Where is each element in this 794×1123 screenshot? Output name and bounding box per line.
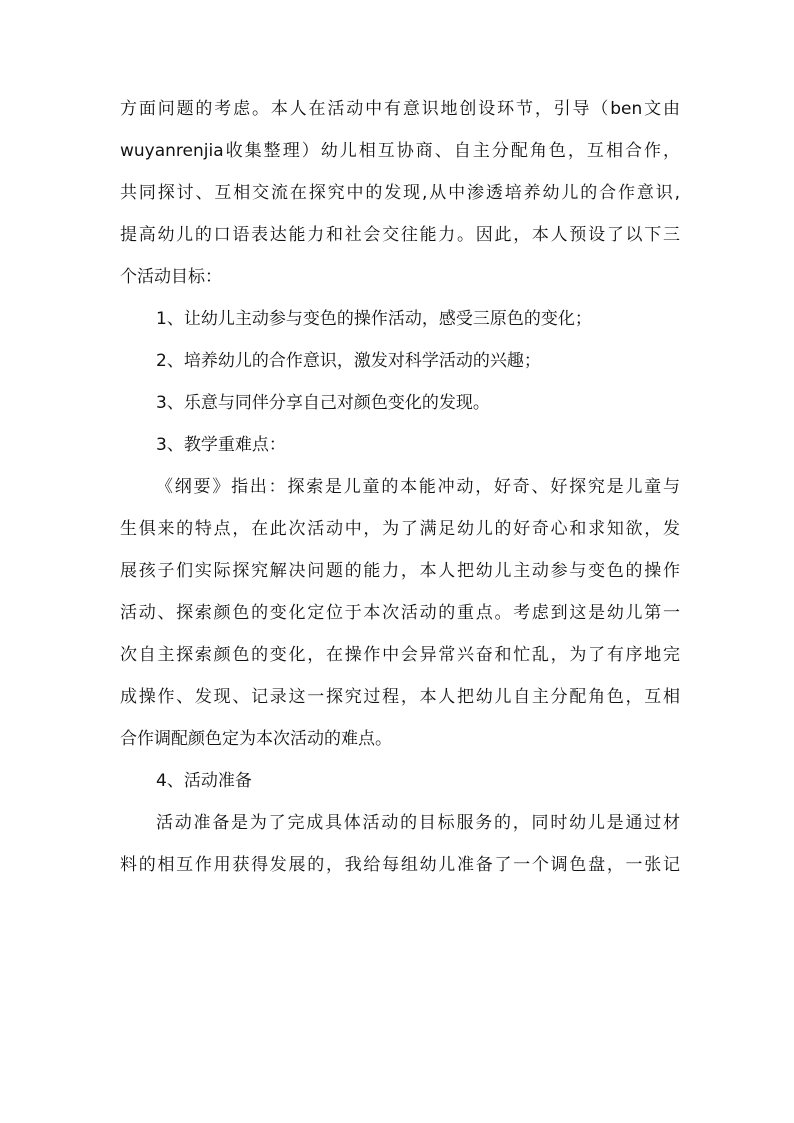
paragraph-line: 个活动目标： <box>120 267 222 287</box>
section-heading: 3、教学重难点： <box>156 435 286 455</box>
goal-item: 1、让幼儿主动参与变色的操作活动，感受三原色的变化； <box>156 309 592 329</box>
paragraph-line: 合作调配颜色定为本次活动的难点。 <box>120 729 392 749</box>
paragraph-line: 活动、探索颜色的变化定位于本次活动的重点。考虑到这是幼儿第一 <box>120 603 680 623</box>
paragraph-line: 提高幼儿的口语表达能力和社会交往能力。因此，本人预设了以下三 <box>120 225 680 245</box>
paragraph-line: 活动准备是为了完成具体活动的目标服务的，同时幼儿是通过材 <box>156 813 680 833</box>
paragraph-line: 方面问题的考虑。本人在活动中有意识地创设环节，引导（ben文由 <box>120 99 680 119</box>
paragraph-line: 《纲要》指出：探索是儿童的本能冲动，好奇、好探究是儿童与 <box>156 477 680 497</box>
goal-item: 3、乐意与同伴分享自己对颜色变化的发现。 <box>156 393 490 413</box>
document-body <box>120 88 680 886</box>
section-heading: 4、活动准备 <box>156 771 252 791</box>
paragraph-line: 次自主探索颜色的变化，在操作中会异常兴奋和忙乱，为了有序地完 <box>120 645 680 665</box>
paragraph-line: 料的相互作用获得发展的，我给每组幼儿准备了一个调色盘，一张记 <box>120 855 680 875</box>
goal-item: 2、培养幼儿的合作意识，激发对科学活动的兴趣； <box>156 351 541 371</box>
paragraph-line: 共同探讨、互相交流在探究中的发现,从中渗透培养幼儿的合作意识, <box>120 183 680 203</box>
paragraph-line: 展孩子们实际探究解决问题的能力，本人把幼儿主动参与变色的操作 <box>120 561 680 581</box>
paragraph-line: 生俱来的特点，在此次活动中，为了满足幼儿的好奇心和求知欲，发 <box>120 519 680 539</box>
paragraph-line: 成操作、发现、记录这一探究过程，本人把幼儿自主分配角色，互相 <box>120 687 680 707</box>
paragraph-line: wuyanrenjia收集整理）幼儿相互协商、自主分配角色，互相合作， <box>120 141 680 161</box>
